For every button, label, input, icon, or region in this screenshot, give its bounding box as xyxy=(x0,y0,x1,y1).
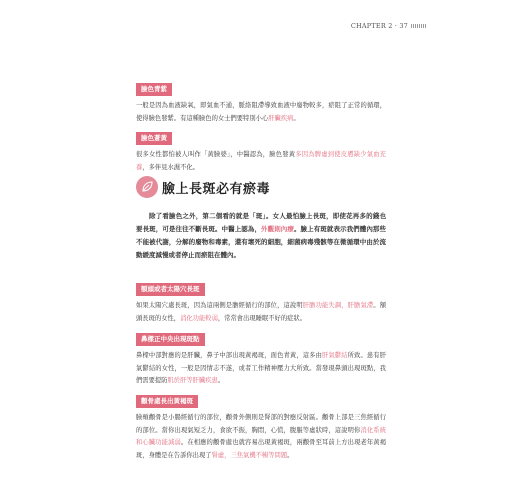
leaf-icon xyxy=(136,176,158,198)
body-text: 。 xyxy=(287,451,294,459)
body-text: 一般是因為血液缺氧，即氣血不通，脈絡阻滯導致血液中廢物較多，瘀阻了正常的循環，使得臉色發紫。有這種臉色的女士們要特別小心 xyxy=(136,102,386,122)
body-text: 如果太陽穴處長斑，因為這兩側是膽經循行的部位，這說明 xyxy=(136,302,303,309)
section-body xyxy=(136,412,386,462)
highlight-text: 多因為脾虛到使皮膚缺少氣血充養 xyxy=(136,151,386,171)
body-text: 臉頰顴骨是小腸經循行的部位，顴骨外側則是腎部的對應反射區。顴骨上部是三焦經循行的部位。當你出現氣短乏力，食欲不振，胸悶，心慌，腹脹等虛狀時，這說明你 xyxy=(136,414,386,434)
highlight-text: 肌於肝等肝臟疾患 xyxy=(167,377,218,384)
header-ornament xyxy=(411,24,427,28)
body-text: ，多伴見水濕不化。 xyxy=(142,163,199,171)
intro-paragraph xyxy=(136,210,386,262)
highlight-text: 外觀則內療 xyxy=(261,225,294,233)
section-label: 鼻樑正中央出現斑點 xyxy=(136,333,205,346)
section-forehead-spots xyxy=(136,276,386,325)
body-text: 。在相應的顴骨處也就容易出現黃褐斑，兩顴骨至耳前上方出現老年黃褐斑，身體是在告訴你出現了 xyxy=(136,439,387,459)
body-text: ，常常會出現睡眠不好的症狀。 xyxy=(217,314,307,322)
body-text: 。 xyxy=(293,114,300,122)
body-text: 。臉上有斑就表示我們體內那些不能被代謝，分解的廢物和毒素，還有壞死的細胞，細菌病毒殘骸等在微循環中由於流動緩度減慢或者停止而瘀阻在體內。 xyxy=(136,225,387,259)
section-nose-spots xyxy=(136,326,386,388)
section-face-yellow xyxy=(136,125,386,174)
highlight-text: 肝臟疾病 xyxy=(268,114,294,122)
section-body xyxy=(136,300,386,325)
highlight-text: 肝膽功能失調，肝膽氣滯 xyxy=(302,302,374,309)
section-face-purple xyxy=(136,76,386,125)
section-body xyxy=(136,149,386,174)
body-text: 所致。患有肝氣鬱結的女性，一般是因情志不遂，或者工作精神壓力大所致。當發現鼻頭出現斑點，我們需要提防 xyxy=(136,352,387,384)
chapter-page-label: CHAPTER 2 · 37 xyxy=(350,22,408,30)
body-text: 除了看臉色之外，第二個看的就是「斑」。女人最怕臉上長斑，即使花再多的錢也要長斑，可是往往不斷長斑。中醫上認為， xyxy=(136,212,386,233)
highlight-text: 肝氣鬱結 xyxy=(321,352,348,359)
section-label: 顴骨處長出黃褐斑 xyxy=(136,395,198,408)
section-body xyxy=(136,350,386,388)
main-heading xyxy=(136,176,270,198)
highlight-text: 腎虛，三焦氣機不暢等問題 xyxy=(211,451,288,459)
section-label: 臉色青紫 xyxy=(136,83,172,96)
section-label: 額頭或者太陽穴長斑 xyxy=(136,283,205,296)
highlight-text: 消化功能較弱 xyxy=(180,314,218,322)
highlight-text: 消化系統和心臟功能減弱 xyxy=(136,426,387,446)
section-label: 臉色蒼黃 xyxy=(136,132,172,145)
body-text: 鼻樑中部對應的是肝臟，鼻子中部出現黃褐斑，面色青黃，這多由 xyxy=(136,352,322,359)
body-text: 。 xyxy=(217,377,225,384)
section-body xyxy=(136,100,386,125)
body-text: 很多女性都怕被人叫作「黃臉婆」，中醫認為，臉色發黃 xyxy=(136,151,296,158)
running-header xyxy=(351,22,427,30)
intro-block xyxy=(136,210,386,262)
section-cheekbone-spots xyxy=(136,388,386,462)
body-text: 。額頭長斑的女性， xyxy=(136,302,387,322)
main-heading-title: 臉上長斑必有瘀毒 xyxy=(162,181,271,197)
